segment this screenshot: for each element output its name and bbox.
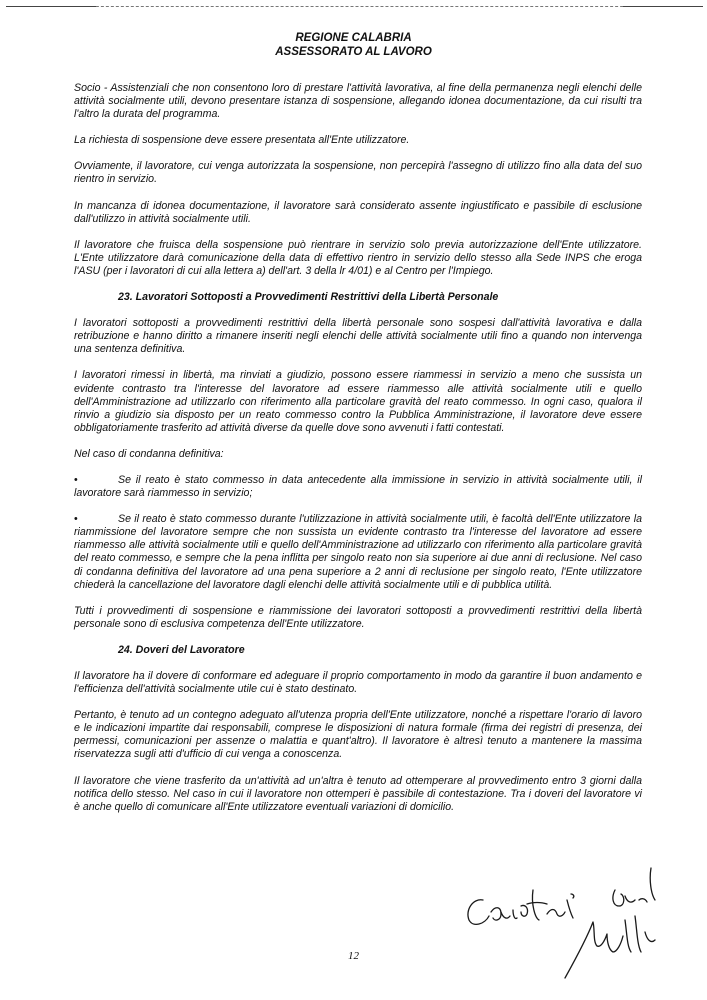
paragraph: Ovviamente, il lavoratore, cui venga autorizzata la sospensione, non percepirà l'assegno di utilizzo fino alla data del suo rientro in servizio.: [74, 160, 642, 186]
header-department: ASSESSORATO AL LAVORO: [275, 46, 432, 58]
paragraph: Il lavoratore che viene trasferito da un'attività ad un'altra è tenuto ad ottemperare al provvedimento entro 3 giorni dalla notifica dello stesso. Nel caso in cui il lavoratore non ottemperi è passibile di contestazione. Tra i doveri del lavoratore vi è anche quello di comunicare all'Ente utilizzatore eventuali variazioni di domicilio.: [74, 774, 642, 813]
document-body: [74, 82, 642, 827]
list-item: [74, 474, 642, 500]
paragraph: La richiesta di sospensione deve essere presentata all'Ente utilizzatore.: [74, 134, 410, 147]
paragraph: Il lavoratore ha il dovere di conformare ed adeguare il proprio comportamento in modo da garantire il buon andamento e l'efficienza dell'attività socialmente utile cui è stato destinato.: [74, 670, 642, 696]
bullet-glyph: •: [74, 473, 78, 486]
paragraph: Il lavoratore che fruisca della sospensione può rientrare in servizio solo previa autorizzazione dell'Ente utilizzatore. L'Ente utilizzatore darà comunicazione della data di effettivo rientro in servizio dello stesso alla Sede INPS che eroga l'ASU (per i lavoratori di cui alla lettera a) dell'art. 3 della lr 4/01) e al Centro per l'Impiego.: [74, 238, 642, 277]
scan-edge-line-right: [623, 6, 703, 7]
handwritten-signature: [455, 860, 695, 985]
list-item: [74, 513, 642, 592]
paragraph: Tutti i provvedimenti di sospensione e riammissione dei lavoratori sottoposti a provvedimenti restrittivi della libertà personale sono di esclusiva competenza dell'Ente utilizzatore.: [74, 604, 642, 630]
document-header: [0, 31, 707, 59]
paragraph: Nel caso di condanna definitiva:: [74, 447, 224, 460]
bullet-list: [74, 474, 642, 592]
paragraph: I lavoratori sottoposti a provvedimenti restrittivi della libertà personale sono sospesi dall'attività lavorativa e dalla retribuzione e hanno diritto a rimanere inseriti negli elenchi delle attività socialmente utili fino a quando non intervenga una sentenza definitiva.: [74, 317, 642, 356]
bullet-glyph: •: [74, 513, 78, 526]
section-heading-24: 24. Doveri del Lavoratore: [118, 643, 245, 656]
section-heading-23: 23. Lavoratori Sottoposti a Provvedimenti Restrittivi della Libertà Personale: [118, 291, 499, 304]
header-region: REGIONE CALABRIA: [295, 32, 412, 44]
paragraph: In mancanza di idonea documentazione, il lavoratore sarà considerato assente ingiustificato e passibile di esclusione dall'utilizzo in attività socialmente utili.: [74, 199, 642, 225]
list-item-text: Se il reato è stato commesso in data antecedente alla immissione in servizio in attività socialmente utili, il lavoratore sarà riammesso in servizio;: [74, 473, 642, 500]
scan-edge-line: [6, 6, 703, 7]
page-number: 12: [348, 950, 359, 962]
scan-edge-line-left: [6, 6, 96, 7]
paragraph: Socio - Assistenziali che non consentono loro di prestare l'attività lavorativa, al fine della permanenza negli elenchi delle attività socialmente utili, devono presentare istanza di sospensione, allegando idonea documentazione, da cui risulti tra l'altro la durata del programma.: [74, 82, 642, 121]
paragraph: I lavoratori rimessi in libertà, ma rinviati a giudizio, possono essere riammessi in servizio a meno che sussista un evidente contrasto tra l'interesse del lavoratore ad essere riammesso alle attività socialmente utili e quello dell'Amministrazione ad utilizzarlo con riferimento alla particolare gravità del reato commesso. In ogni caso, qualora il rinvio a giudizio sia disposto per un reato commesso contro la Pubblica Amministrazione, il lavoratore deve essere obbligatoriamente trasferito ad attività diverse da quelle dove sono avvenuti i fatti contestati.: [74, 369, 642, 434]
paragraph: Pertanto, è tenuto ad un contegno adeguato all'utenza propria dell'Ente utilizzatore, nonché a rispettare l'orario di lavoro e le indicazioni impartite dai responsabili, comprese le disposizioni di natura formale (firma dei registri di presenza, dei permessi, comunicazioni per assenze o malattia e quant'altro). Il lavoratore è altresì tenuto a mantenere la massima riservatezza sugli atti d'ufficio di cui venga a conoscenza.: [74, 709, 642, 761]
list-item-text: Se il reato è stato commesso durante l'utilizzazione in attività socialmente utili, è facoltà dell'Ente utilizzatore la riammissione del lavoratore sempre che non sussista un evidente contrasto tra l'interesse del lavoratore ad essere riammesso alle attività socialmente utili e quello dell'Amministrazione ad utilizzarlo con riferimento alla particolare gravità del reato commesso, e sempre che la pena inflitta per singolo reato non sia superiore ai due anni di reclusione. Nel caso di condanna definitiva del lavoratore ad una pena superiore a 2 anni di reclusione per singolo reato, l'Ente utilizzatore chiederà la cancellazione del lavoratore dagli elenchi delle attività socialmente utili e di pubblica utilità.: [74, 513, 642, 591]
